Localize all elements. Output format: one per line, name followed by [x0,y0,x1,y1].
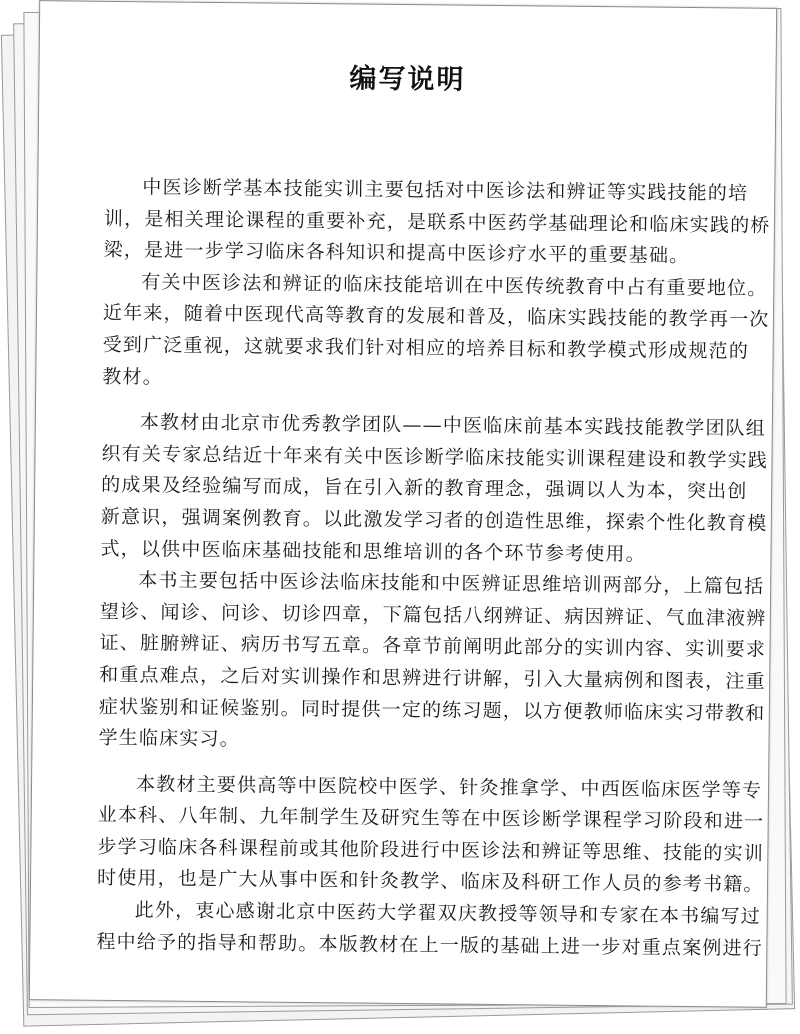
paragraph-line: 受到广泛重视，这就要求我们针对相应的培养目标和教学模式形成规范的 [102,333,750,363]
paragraph-line: 本教材由北京市优秀教学团队——中医临床前基本实践技能教学团队组 [139,411,767,440]
paragraph-line: 的成果及经验编写而成，旨在引入新的教育理念，强调以人为本，突出创 [101,474,748,503]
paragraph-line: 程中给予的指导和帮助。本版教材在上一版的基础上进一步对重点案例进行 [96,930,764,960]
paragraph-line: 和重点难点，之后对实训操作和思辨进行讲解，引入大量病例和图表，注重 [99,663,766,693]
document-body [96,172,771,965]
paragraph-line: 步学习临床各科课程前或其他阶段进行中医诊法和辨证等思维、技能的实训 [97,835,765,865]
paragraph-line: 学生临床实习。 [98,726,241,751]
paragraph-line: 此外，衷心感谢北京中医药大学翟双庆教授等领导和专家在本书编写过 [134,899,762,928]
document-page [29,0,777,1008]
paragraph-line: 织有关专家总结近十年来有关中医诊断学临床技能实训课程建设和教学实践 [101,442,769,472]
paragraph-line: 业本科、八年制、九年制学生及研究生等在中医诊断学课程学习阶段和进一 [97,804,765,834]
paragraph-line: 新意识，强调案例教育。以此激发学习者的创造性思维，探索个性化教育模 [100,505,768,535]
paragraph-line: 有关中医诊法和辨证的临床技能培训在中医传统教育中占有重要地位。 [141,271,768,300]
paragraph-line: 症状鉴别和证候鉴别。同时提供一定的练习题，以方便教师临床实习带教和 [98,695,766,725]
paragraph-line: 近年来，随着中医现代高等教育的发展和普及，临床实践技能的教学再一次 [102,302,770,332]
paragraph-line: 梁，是进一步学习临床各科知识和提高中医诊疗水平的重要基础。 [103,239,690,268]
paragraph-line: 中医诊断学基本技能实训主要包括对中医诊法和辨证等实践技能的培 [142,176,749,205]
paragraph-line: 本书主要包括中医诊法临床技能和中医辨证思维培训两部分，上篇包括 [138,569,765,598]
paragraph-line: 本教材主要供高等中医院校中医学、针灸推拿学、中西医临床医学等专 [135,772,763,802]
paragraph-line: 望诊、闻诊、问诊、切诊四章，下篇包括八纲辨证、病因辨证、气血津液辨 [99,600,767,630]
paragraph-line: 式，以供中医临床基础技能和思维培训的各个环节参考使用。 [100,537,647,566]
paragraph-line: 证、脏腑辨证、病历书写五章。各章节前阐明此部分的实训内容、实训要求 [99,632,767,662]
paragraph-line: 教材。 [102,365,164,389]
paragraph-line: 训，是相关理论课程的重要补充，是联系中医药学基础理论和临床实践的桥 [103,207,771,237]
paragraph-line: 时使用，也是广大从事中医和针灸教学、临床及科研工作人员的参考书籍。 [96,867,764,897]
page-title: 编写说明 [349,63,466,96]
